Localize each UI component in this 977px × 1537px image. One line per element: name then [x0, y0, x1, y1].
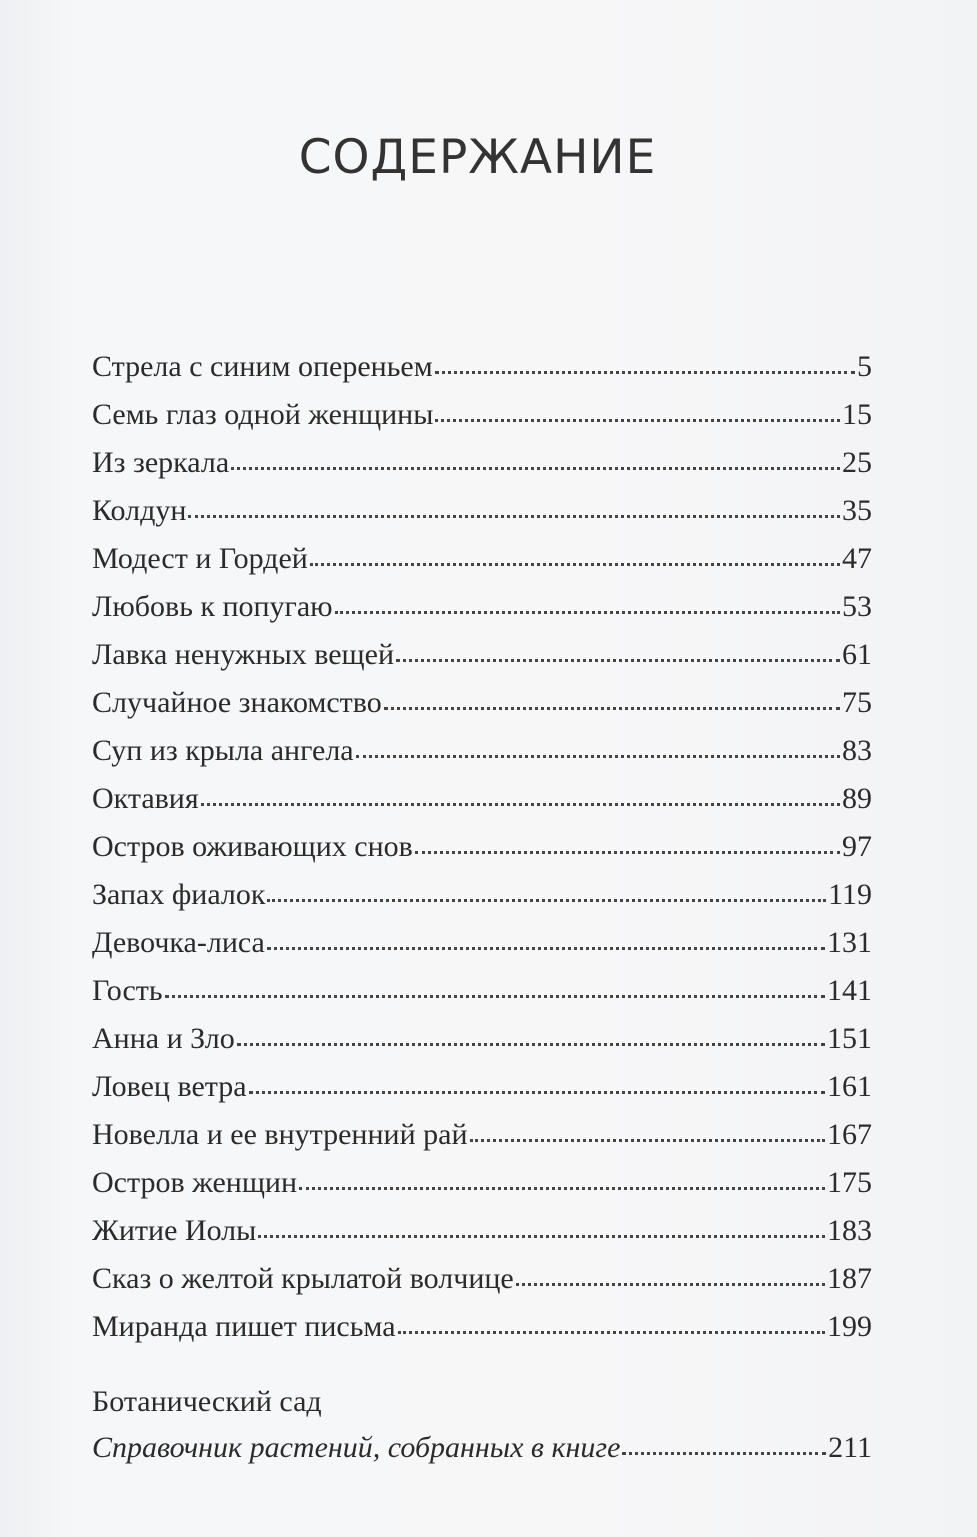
- toc-entry: [92, 1111, 872, 1159]
- page-title: СОДЕРЖАНИЕ: [298, 130, 657, 185]
- leader-dots: [310, 553, 840, 566]
- toc-entry-page: 119: [828, 878, 872, 911]
- leader-dots: [398, 1321, 825, 1334]
- toc-entry: [92, 1255, 872, 1303]
- appendix-section: [92, 1380, 872, 1472]
- appendix-page: 211: [828, 1431, 872, 1464]
- leader-dots: [384, 697, 840, 710]
- toc-entry-page: 199: [827, 1310, 872, 1343]
- toc-entry-page: 167: [827, 1118, 872, 1151]
- toc-entry-title: Семь глаз одной женщины: [92, 398, 434, 431]
- leader-dots: [516, 1273, 825, 1286]
- leader-dots: [435, 361, 855, 374]
- toc-entry-title: Сказ о желтой крылатой волчице: [92, 1262, 514, 1295]
- toc-entry-page: 35: [842, 494, 872, 527]
- toc-entry-page: 83: [842, 734, 872, 767]
- toc-entry: [92, 343, 872, 391]
- toc-entry-title: Житие Иолы: [92, 1214, 257, 1247]
- toc-entry-page: 175: [827, 1166, 872, 1199]
- toc-entry-title: Стрела с синим опереньем: [92, 350, 433, 383]
- leader-dots: [201, 793, 840, 806]
- toc-entry-title: Девочка-лиса: [92, 926, 265, 959]
- toc-entry-title: Гость: [92, 974, 163, 1007]
- leader-dots: [231, 457, 840, 470]
- toc-entry-page: 53: [842, 590, 872, 623]
- toc-entry: [92, 919, 872, 967]
- leader-dots: [396, 649, 840, 662]
- leader-dots: [237, 1033, 825, 1046]
- leader-dots: [356, 745, 840, 758]
- toc-entry-title: Октавия: [92, 782, 199, 815]
- leader-dots: [267, 889, 826, 902]
- toc-entry: [92, 967, 872, 1015]
- toc-entry-title: Анна и Зло: [92, 1022, 235, 1055]
- toc-entry: [92, 1015, 872, 1063]
- toc-entry-title: Новелла и ее внутренний рай: [92, 1118, 468, 1151]
- leader-dots: [415, 841, 840, 854]
- toc-entry: [92, 1159, 872, 1207]
- toc-entry: [92, 679, 872, 727]
- toc-entry-page: 61: [842, 638, 872, 671]
- toc-entry-page: 5: [857, 350, 872, 383]
- toc-entry-title: Миранда пишет письма: [92, 1310, 396, 1343]
- leader-dots: [470, 1129, 825, 1142]
- toc-entry-title: Суп из крыла ангела: [92, 734, 354, 767]
- leader-dots: [165, 985, 825, 998]
- toc-entry-page: 161: [827, 1070, 872, 1103]
- leader-dots: [258, 1225, 825, 1238]
- toc-entry-title: Из зеркала: [92, 446, 230, 479]
- leader-dots: [267, 937, 825, 950]
- toc-entry-title: Модест и Гордей: [92, 542, 308, 575]
- toc-entry-title: Случайное знакомство: [92, 686, 382, 719]
- toc-entry-title: Остров женщин: [92, 1166, 298, 1199]
- table-of-contents: [92, 343, 872, 1351]
- toc-entry-page: 131: [827, 926, 872, 959]
- appendix-subtitle: Справочник растений, собранных в книге: [92, 1431, 621, 1464]
- toc-entry: [92, 1303, 872, 1351]
- toc-entry-title: Лавка ненужных вещей: [92, 638, 395, 671]
- toc-entry: [92, 727, 872, 775]
- toc-entry: [92, 1207, 872, 1255]
- leader-dots: [249, 1081, 825, 1094]
- toc-entry-title: Любовь к попугаю: [92, 590, 333, 623]
- toc-entry: [92, 391, 872, 439]
- appendix-heading: Ботанический сад: [92, 1385, 322, 1418]
- toc-entry: [92, 583, 872, 631]
- toc-entry-page: 15: [842, 398, 872, 431]
- toc-entry-page: 97: [842, 830, 872, 863]
- toc-entry: [92, 487, 872, 535]
- toc-entry-page: 151: [827, 1022, 872, 1055]
- leader-dots: [622, 1442, 826, 1455]
- toc-entry-page: 47: [842, 542, 872, 575]
- leader-dots: [335, 601, 840, 614]
- toc-entry-title: Ловец ветра: [92, 1070, 247, 1103]
- toc-entry-page: 187: [827, 1262, 872, 1295]
- toc-entry: [92, 439, 872, 487]
- leader-dots: [188, 505, 840, 518]
- toc-entry: [92, 871, 872, 919]
- toc-entry-page: 141: [827, 974, 872, 1007]
- toc-entry: [92, 535, 872, 583]
- toc-entry-title: Колдун: [92, 494, 187, 527]
- toc-entry-page: 75: [842, 686, 872, 719]
- toc-entry: [92, 775, 872, 823]
- toc-entry: [92, 823, 872, 871]
- toc-entry-page: 89: [842, 782, 872, 815]
- leader-dots: [435, 409, 840, 422]
- leader-dots: [299, 1177, 825, 1190]
- toc-entry-page: 25: [842, 446, 872, 479]
- toc-entry: [92, 631, 872, 679]
- toc-entry-title: Остров оживающих снов: [92, 830, 413, 863]
- appendix-entry: [92, 1424, 872, 1472]
- toc-entry-title: Запах фиалок: [92, 878, 266, 911]
- toc-entry: [92, 1063, 872, 1111]
- toc-entry-page: 183: [827, 1214, 872, 1247]
